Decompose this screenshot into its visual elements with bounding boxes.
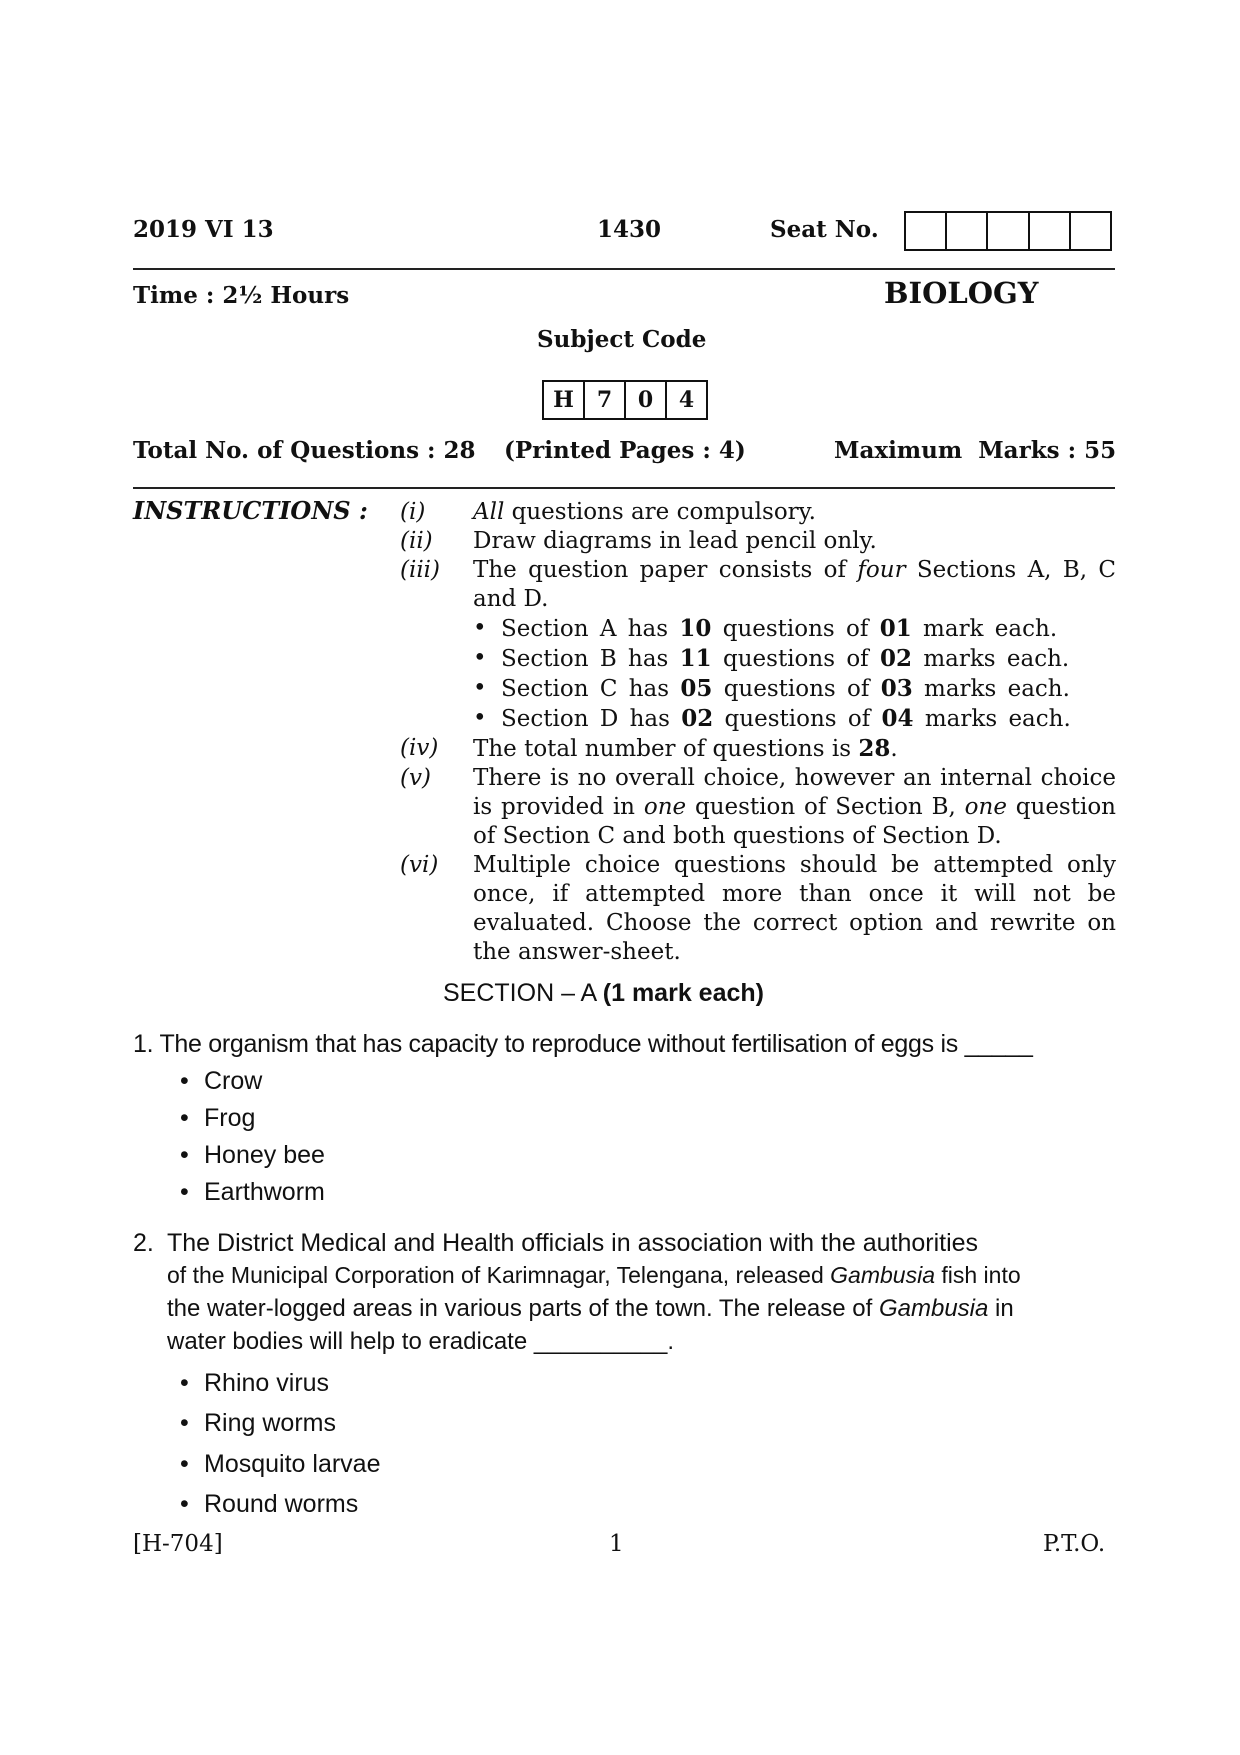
section-unit: marks each.	[912, 676, 1070, 702]
section-text: questions of	[713, 706, 882, 732]
option-text: Crow	[204, 1067, 263, 1095]
footer-code: [H-704]	[133, 1531, 223, 1557]
instruction-text: The question paper consists of	[473, 557, 858, 583]
paper-number: 1430	[597, 216, 662, 243]
maximum-marks: Maximum Marks : 55	[834, 437, 1117, 464]
section-breakdown-item	[400, 674, 1116, 704]
question-number: 1.	[133, 1030, 154, 1058]
section-count: 02	[681, 705, 714, 732]
seat-box-cell[interactable]	[947, 213, 988, 249]
instruction-bold: 28	[858, 735, 891, 762]
subject-code-char: H	[544, 382, 585, 418]
seat-box-cell[interactable]	[1071, 213, 1110, 249]
bullet: •	[473, 645, 487, 671]
instruction-item	[400, 851, 1116, 967]
section-a-heading	[443, 979, 764, 1008]
instruction-text: .	[890, 736, 898, 762]
page-number: 1	[609, 1531, 624, 1557]
question-text: the water-logged areas in various parts of the town. The release of	[167, 1295, 879, 1322]
question-2-line: The District Medical and Health officials in association with the authorities	[167, 1229, 979, 1257]
section-breakdown-item	[400, 614, 1116, 644]
instruction-emphasis: All	[473, 499, 505, 525]
section-unit: marks each.	[912, 646, 1070, 672]
question-2-option: • Rhino virus	[180, 1369, 330, 1397]
section-name: Section C has	[501, 676, 681, 702]
option-text: Ring worms	[204, 1409, 336, 1437]
question-2-option: • Ring worms	[180, 1409, 336, 1437]
section-marks: 03	[880, 675, 913, 702]
instruction-emphasis: four	[857, 557, 906, 583]
instruction-text: The total number of questions is	[473, 736, 859, 762]
section-a-marks: (1 mark each)	[602, 979, 764, 1007]
question-1-option: • Crow	[180, 1067, 263, 1095]
section-text: questions of	[711, 616, 880, 642]
subject-code-char: 0	[626, 382, 667, 418]
seat-box-cell[interactable]	[906, 213, 947, 249]
instruction-text: Sections A, B, C and D.	[473, 557, 1116, 612]
instructions-divider	[133, 487, 1115, 489]
option-text: Round worms	[204, 1490, 359, 1518]
instruction-number: (i)	[400, 499, 426, 525]
instruction-text: question of Section B,	[686, 794, 965, 820]
header-divider	[133, 268, 1115, 270]
instruction-item	[400, 734, 1116, 764]
question-2-option: • Mosquito larvae	[180, 1450, 381, 1478]
instructions-list	[400, 498, 1116, 967]
question-2-option: • Round worms	[180, 1490, 359, 1518]
instruction-text: questions are compulsory.	[504, 499, 816, 525]
question-1-option: • Frog	[180, 1104, 256, 1132]
instruction-number: (iv)	[400, 735, 439, 761]
species-name: Gambusia	[878, 1295, 989, 1322]
bullet: •	[473, 705, 487, 731]
section-text: questions of	[712, 676, 881, 702]
section-name: Section B has	[501, 646, 680, 672]
instruction-number: (ii)	[400, 528, 433, 554]
instructions-label: INSTRUCTIONS :	[133, 496, 368, 525]
seat-box-cell[interactable]	[1030, 213, 1071, 249]
option-text: Honey bee	[204, 1141, 325, 1169]
instruction-item	[400, 556, 1116, 614]
question-2-line	[167, 1262, 1112, 1289]
bullet: •	[473, 615, 487, 641]
section-text: questions of	[711, 646, 880, 672]
bullet: •	[473, 675, 487, 701]
instruction-number: (iii)	[400, 557, 441, 583]
subject-code-char: 7	[585, 382, 626, 418]
question-text: in	[988, 1295, 1014, 1322]
section-marks: 04	[881, 705, 914, 732]
section-count: 11	[679, 645, 712, 672]
total-questions: Total No. of Questions : 28	[133, 437, 476, 464]
subject-code-boxes	[542, 380, 708, 420]
seat-number-boxes[interactable]	[904, 211, 1112, 251]
seat-box-cell[interactable]	[988, 213, 1029, 249]
instruction-number: (vi)	[400, 852, 439, 878]
subject-code-char: 4	[678, 387, 695, 413]
question-text: fish into	[934, 1262, 1021, 1288]
section-marks: 02	[880, 645, 913, 672]
section-name: Section A has	[501, 616, 680, 642]
instruction-item	[400, 764, 1116, 851]
instruction-emphasis: one	[964, 794, 1007, 820]
instruction-emphasis: one	[643, 794, 687, 820]
option-text: Earthworm	[204, 1178, 325, 1206]
subject-code-label: Subject Code	[537, 326, 707, 353]
instruction-text: Draw diagrams in lead pencil only.	[473, 528, 877, 554]
section-marks: 01	[879, 615, 912, 642]
option-text: Rhino virus	[204, 1369, 330, 1397]
subject-title: BIOLOGY	[884, 276, 1039, 310]
instruction-text: question of Section C and both questions of Section D.	[473, 794, 1116, 849]
question-1	[133, 1030, 1123, 1059]
instruction-text: Multiple choice questions should be attempted only once, if attempted more than once it will not be evaluated. Choose the correct option and rewrite on the answer-sheet.	[473, 852, 1116, 965]
section-a-title: SECTION – A	[443, 979, 603, 1007]
instruction-item	[400, 527, 1116, 556]
section-count: 05	[680, 675, 713, 702]
question-1-option: • Honey bee	[180, 1141, 325, 1169]
option-text: Mosquito larvae	[204, 1450, 381, 1478]
section-unit: marks each.	[913, 706, 1071, 732]
seat-label: Seat No.	[770, 216, 879, 243]
instruction-item	[400, 498, 1116, 527]
exam-code: 2019 VI 13	[133, 216, 274, 243]
section-name: Section D has	[501, 706, 682, 732]
please-turn-over: P.T.O.	[1043, 1531, 1106, 1557]
question-text: The organism that has capacity to reproduce without fertilisation of eggs is _____	[159, 1030, 1033, 1058]
question-2-number: 2.	[133, 1229, 154, 1257]
option-text: Frog	[204, 1104, 256, 1132]
exam-time: Time : 2½ Hours	[133, 282, 350, 309]
question-2-line: water bodies will help to eradicate __________.	[167, 1328, 675, 1355]
printed-pages: (Printed Pages : 4)	[504, 437, 746, 464]
question-1-option: • Earthworm	[180, 1178, 325, 1206]
section-breakdown-item	[400, 644, 1116, 674]
section-unit: mark each.	[911, 616, 1058, 642]
instruction-text: There is no overall choice, however an internal choice is provided in	[473, 765, 1116, 820]
section-count: 10	[679, 615, 712, 642]
instruction-number: (v)	[400, 765, 431, 791]
question-text: of the Municipal Corporation of Karimnagar, Telengana, released	[167, 1262, 831, 1288]
question-2-line	[167, 1295, 1112, 1323]
species-name: Gambusia	[830, 1262, 935, 1288]
section-breakdown-item	[400, 704, 1116, 734]
